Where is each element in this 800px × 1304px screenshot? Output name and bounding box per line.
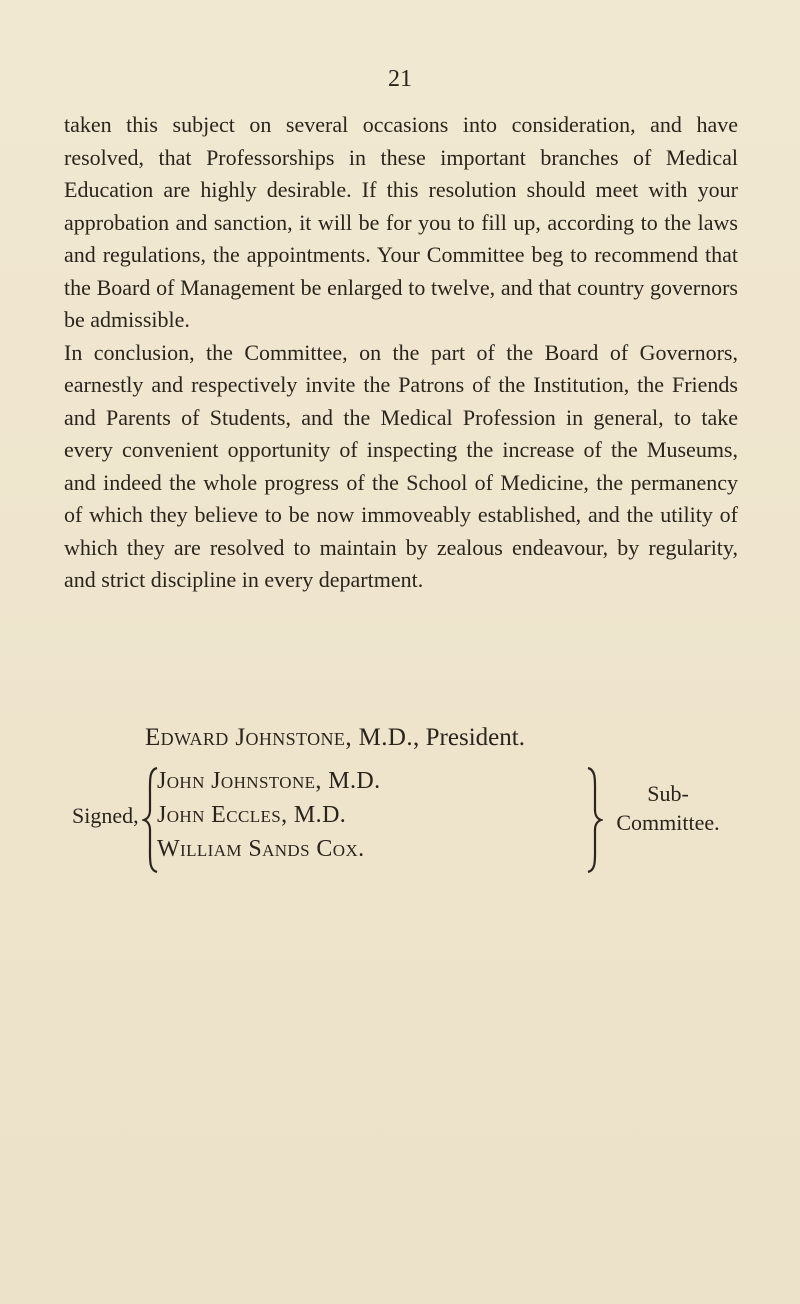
page-number: 21 [388, 66, 412, 92]
sub-committee-line-1: Sub- [647, 781, 689, 806]
paragraph-2: In conclusion, the Committee, on the part of the Board of Governors, earnestly and respectively invite the Patrons of the Institution, the Friends and Parents of Students, and the Medical Profession in general, to take every convenient opportunity of inspecting the increase of the Museums, and indeed the whole progress of the School of Medicine, the permanency of which they believe to be now immoveably established, and the utility of which they are resolved to maintain by zealous endeavour, by regularity, and strict discipline in every department. [64, 339, 738, 592]
committee-member-3: William Sands Cox. [157, 836, 365, 862]
president-name: Edward Johnstone, M.D., [145, 724, 420, 751]
body-text [64, 109, 738, 597]
sub-committee-label [608, 779, 728, 837]
paragraph-1: taken this subject on several occasions into consideration, and have resolved, that Professorships in these important branches of Medical Education are highly desirable. If this resolution should meet with your approbation and sanction, it will be for you to fill up, according to the laws and regulations, the appointments. Your Committee beg to recommend that the Board of Management be enlarged to twelve, and that country governors be admissible. [64, 112, 738, 332]
committee-member-1: John Johnstone, M.D. [157, 768, 381, 794]
committee-names [157, 764, 380, 866]
right-brace [585, 766, 603, 874]
president-signature [145, 724, 525, 752]
president-role: President. [425, 724, 525, 751]
signed-label: Signed, [72, 803, 139, 828]
sub-committee-line-2: Committee. [616, 810, 720, 835]
committee-member-2: John Eccles, M.D. [157, 802, 347, 828]
